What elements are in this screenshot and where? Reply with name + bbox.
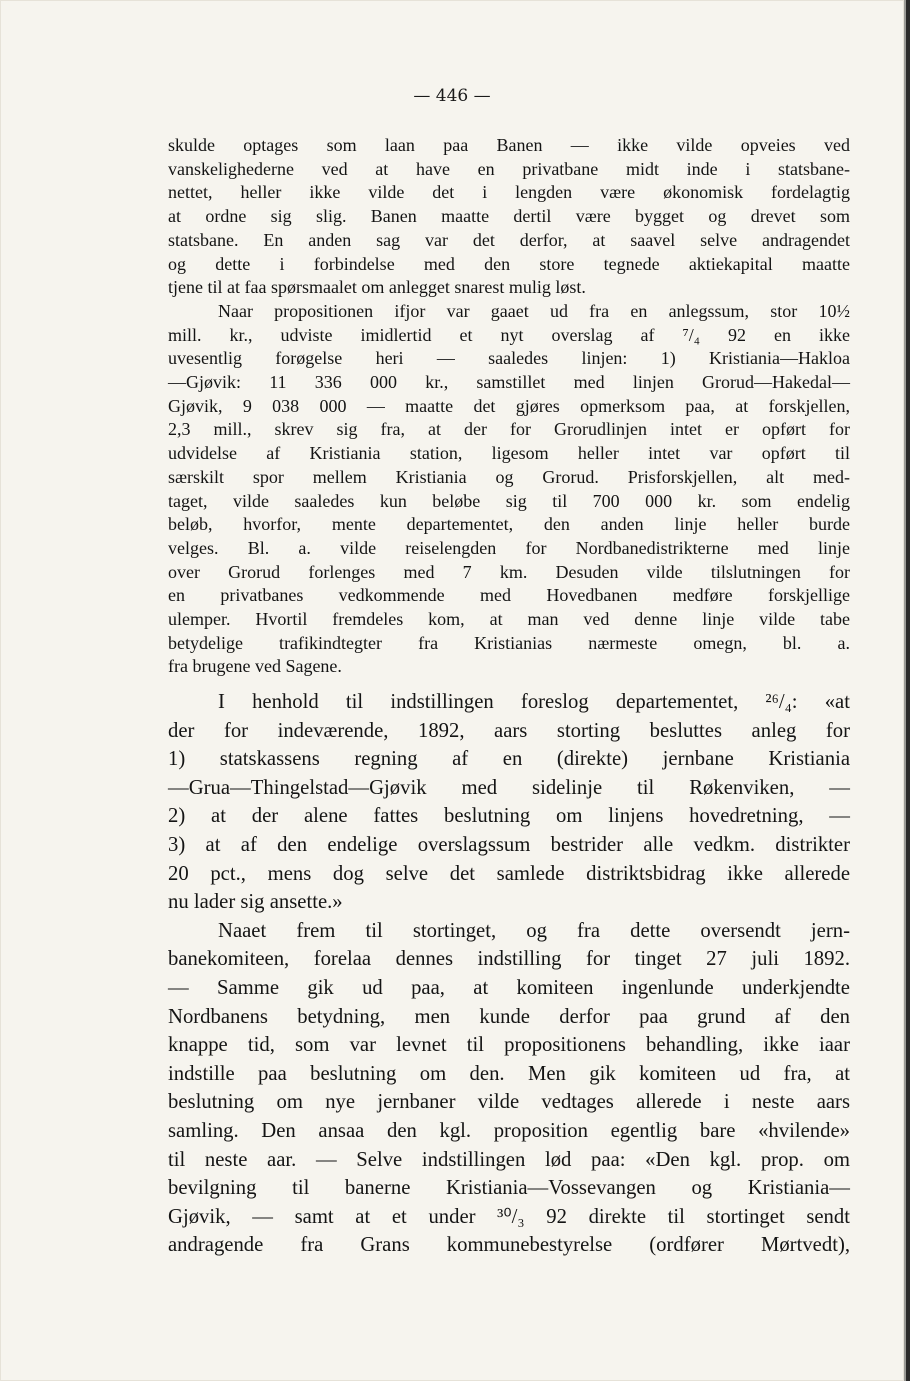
text-line: samling. Den ansaa den kgl. proposition egentlig bare «hvilende» (168, 1119, 850, 1142)
text-line: 2) at der alene fattes beslutning om linjens hovedretning, — (168, 805, 850, 828)
text-line: bevilgning til banerne Kristiania—Vossevangen og Kristiania— (168, 1177, 850, 1200)
text-line: —Grua—Thingelstad—Gjøvik med sidelinje til Røkenviken, — (168, 776, 850, 799)
text-line: Naaet frem til stortinget, og fra dette oversendt jern- (218, 919, 850, 942)
text-line: velges. Bl. a. vilde reiselengden for Nordbanedistrikterne med linje (168, 537, 850, 558)
text-line: — Samme gik ud paa, at komiteen ingenlunde underkjendte (168, 976, 850, 999)
text-line: banekomiteen, forelaa dennes indstilling for tinget 27 juli 1892. (168, 948, 850, 971)
text-line: I henhold til indstillingen foreslog departementet, ²⁶/₄: «at (218, 691, 850, 713)
text-line: særskilt spor mellem Kristiania og Grorud. Prisforskjellen, alt med- (168, 466, 850, 487)
text-line: beløb, hvorfor, mente departementet, den anden linje heller burde (168, 514, 850, 535)
text-line: at ordne sig slig. Banen maatte dertil være bygget og drevet som (168, 206, 850, 227)
text-line: vanskelighederne ved at have en privatbane midt inde i statsbane- (168, 158, 850, 179)
text-line: beslutning om nye jernbaner vilde vedtages allerede i neste aars (168, 1091, 850, 1114)
text-line: til neste aar. — Selve indstillingen lød paa: «Den kgl. prop. om (168, 1148, 850, 1171)
paragraph-block-large (168, 688, 850, 1260)
text-line: Gjøvik, 9 038 000 — maatte det gjøres opmerksom paa, at forskjellen, (168, 395, 850, 416)
text-line: 2,3 mill., skrev sig fra, at der for Grorudlinjen intet er opført for (168, 419, 850, 440)
text-line: statsbane. En anden sag var det derfor, at saavel selve andragendet (168, 229, 850, 250)
text-line: 3) at af den endelige overslagssum bestrider alle vedkm. distrikter (168, 833, 850, 856)
text-line: indstille paa beslutning om den. Men gik komiteen ud fra, at (168, 1062, 850, 1085)
paragraph-block-small (168, 134, 850, 679)
page-number: — 446 — (413, 86, 491, 106)
text-line: og dette i forbindelse med den store tegnede aktiekapital maatte (168, 253, 850, 274)
text-line: knappe tid, som var levnet til propositionens behandling, ikke iaar (168, 1034, 850, 1057)
text-line: —Gjøvik: 11 336 000 kr., samstillet med linjen Grorud—Hakedal— (168, 372, 850, 393)
text-line: Nordbanens betydning, men kunde derfor paa grund af den (168, 1005, 850, 1028)
text-line: mill. kr., udviste imidlertid et nyt overslag af ⁷/₄ 92 en ikke (168, 324, 850, 345)
text-line: fra brugene ved Sagene. (168, 656, 342, 677)
text-line: ulemper. Hvortil fremdeles kom, at man ved denne linje vilde tabe (168, 609, 850, 630)
text-line: Gjøvik, — samt at et under ³⁰/₃ 92 direkte til stortinget sendt (168, 1205, 850, 1228)
text-line: 20 pct., mens dog selve det samlede distriktsbidrag ikke allerede (168, 862, 850, 885)
text-line: 1) statskassens regning af en (direkte) jernbane Kristiania (168, 748, 850, 771)
text-line: Naar propositionen ifjor var gaaet ud fra en anlegssum, stor 10½ (218, 300, 850, 321)
text-line: en privatbanes vedkommende med Hovedbanen medføre forskjellige (168, 585, 850, 606)
text-line: skulde optages som laan paa Banen — ikke vilde opveies ved (168, 135, 850, 155)
text-line: der for indeværende, 1892, aars storting besluttes anleg for (168, 719, 850, 742)
text-line: over Grorud forlenges med 7 km. Desuden vilde tilslutningen for (168, 561, 850, 582)
text-line: nu lader sig ansette.» (168, 891, 343, 914)
text-line: tjene til at faa spørsmaalet om anlegget snarest mulig løst. (168, 277, 586, 298)
text-line: nettet, heller ikke vilde det i lengden være økonomisk fordelagtig (168, 182, 850, 203)
text-line: andragende fra Grans kommunebestyrelse (ordfører Mørtvedt), (168, 1234, 850, 1257)
text-line: betydelige trafikindtegter fra Kristianias nærmeste omegn, bl. a. (168, 632, 850, 653)
text-line: udvidelse af Kristiania station, ligesom heller intet var opført til (168, 443, 850, 464)
text-line: taget, vilde saaledes kun beløbe sig til 700 000 kr. som endelig (168, 490, 850, 511)
text-line: uvesentlig forøgelse heri — saaledes linjen: 1) Kristiania—Hakloa (168, 348, 850, 369)
